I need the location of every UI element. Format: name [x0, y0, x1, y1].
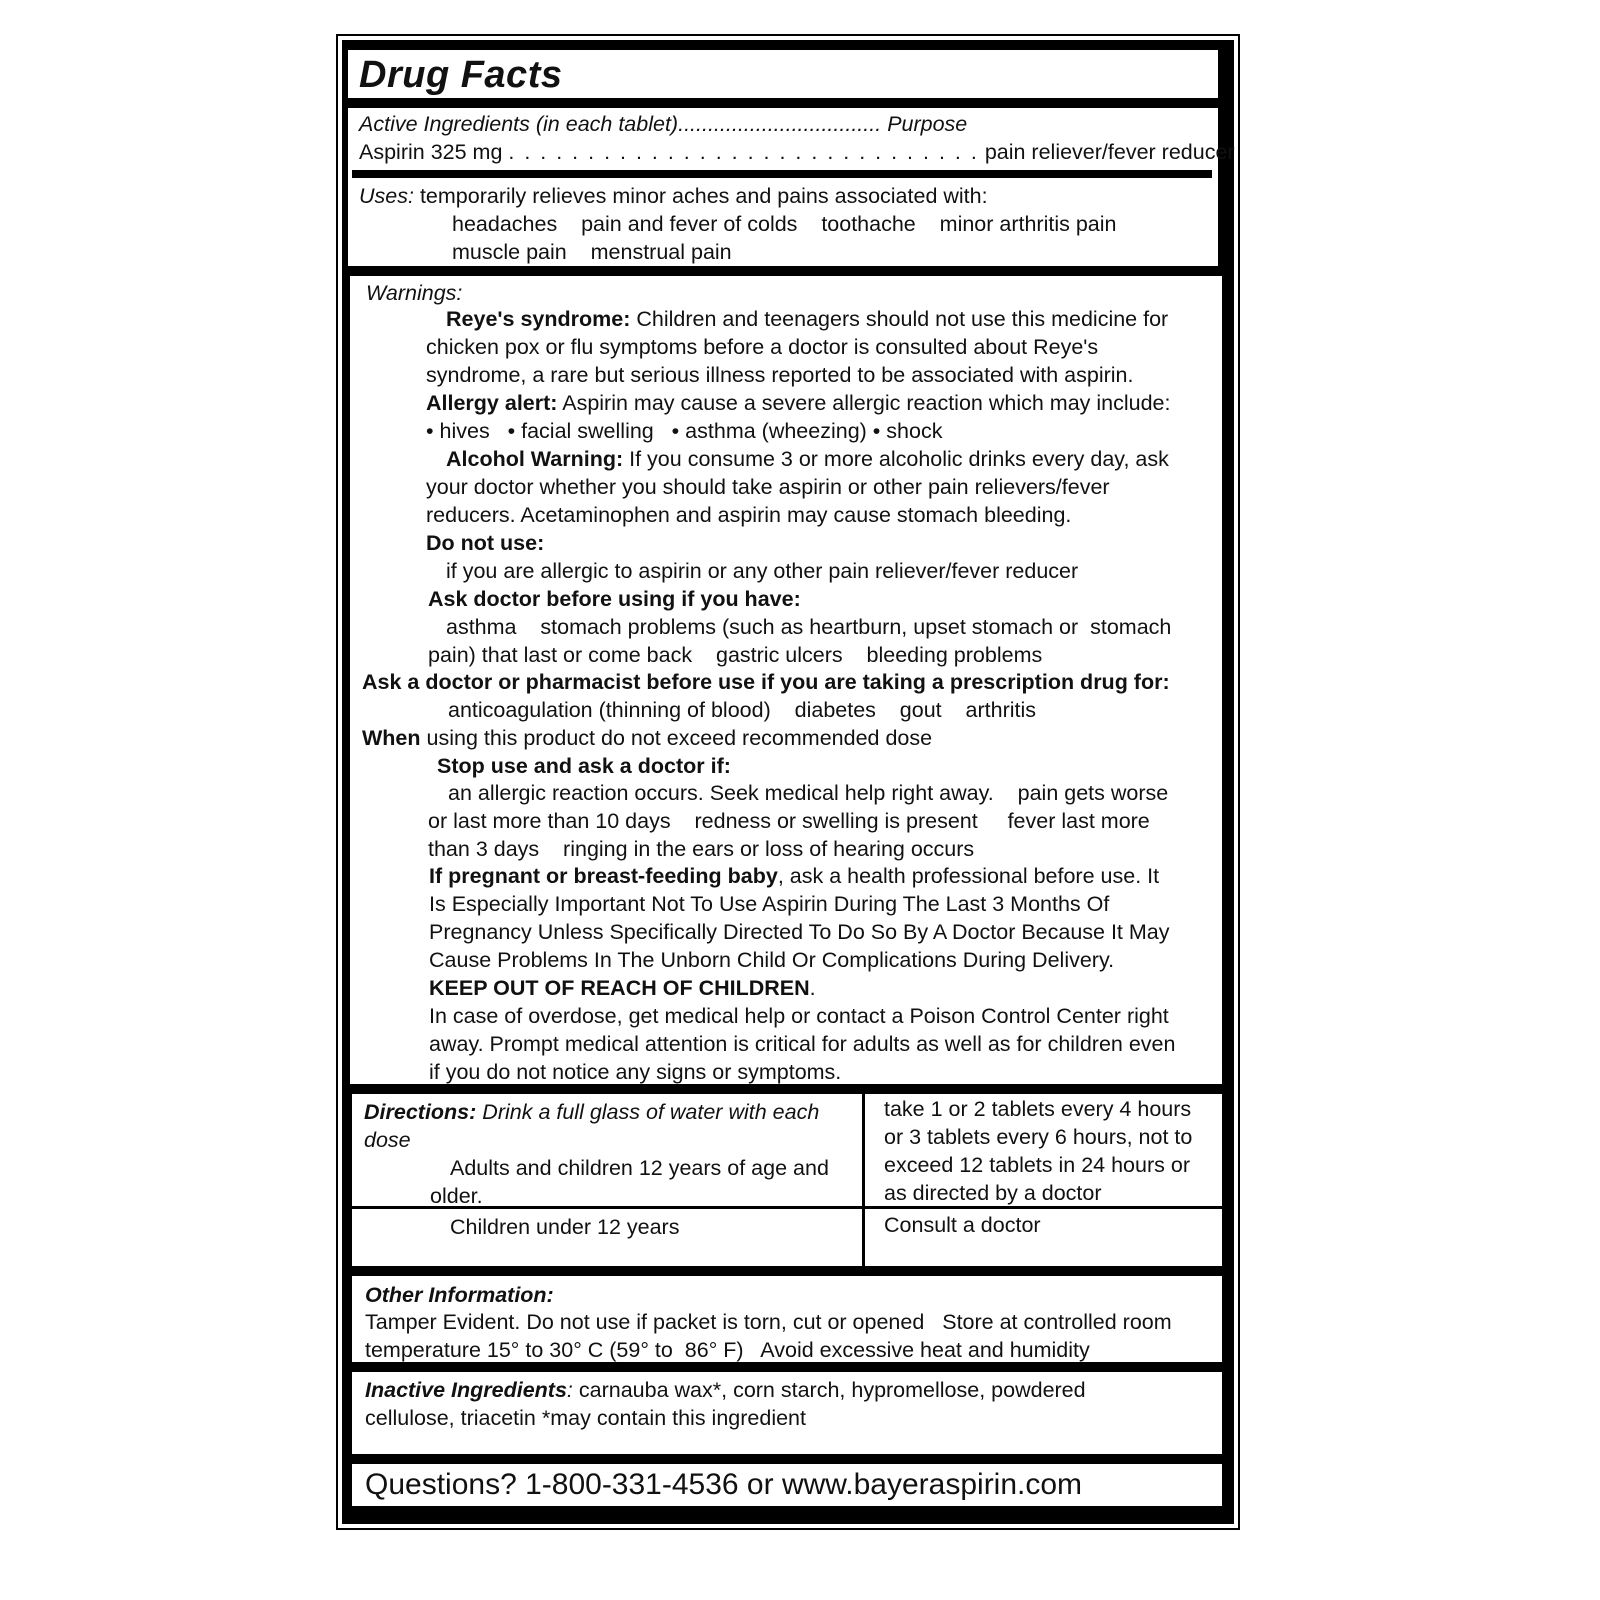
overdose-line-3: if you do not notice any signs or symptoms. [429, 1060, 842, 1084]
uses-intro [359, 182, 988, 210]
adults-dose-line-1: take 1 or 2 tablets every 4 hours [884, 1097, 1192, 1121]
keep-out-period: . [809, 976, 816, 1000]
ask-doctor-line-2: pain) that last or come back gastric ulcers bleeding problems [428, 643, 1043, 667]
active-header-dots: .................................. [678, 112, 882, 136]
ask-doctor-label: Ask doctor before using if you have: [428, 587, 801, 611]
reye-label: Reye's syndrome: [446, 307, 631, 331]
alcohol-line-3: reducers. Acetaminophen and aspirin may cause stomach bleeding. [426, 503, 1072, 527]
uses-line-1: headaches pain and fever of colds toothache minor arthritis pain [452, 212, 1117, 236]
other-information-label: Other Information: [365, 1283, 554, 1307]
page-title: Drug Facts [359, 54, 563, 96]
ingredient-purpose: pain reliever/fever reducer [984, 140, 1235, 164]
do-not-use-line-1: if you are allergic to aspirin or any other pain reliever/fever reducer [446, 559, 1079, 583]
allergy-line-2: • hives • facial swelling • asthma (wheezing) • shock [426, 419, 943, 443]
overdose-line-2: away. Prompt medical attention is critical for adults as well as for children even [429, 1032, 1176, 1056]
ingredient-name: Aspirin 325 mg [359, 140, 503, 164]
keep-out-line [429, 974, 816, 1002]
alcohol-text-1: If you consume 3 or more alcoholic drinks every day, ask [629, 447, 1169, 471]
reye-line-3: syndrome, a rare but serious illness reported to be associated with aspirin. [426, 363, 1134, 387]
ask-pharmacist-line-1: anticoagulation (thinning of blood) diabetes gout arthritis [448, 698, 1037, 722]
inactive-ingredients-colon: : [566, 1378, 573, 1402]
do-not-use-label: Do not use: [426, 531, 545, 555]
active-header-label: Active Ingredients (in each tablet) [359, 112, 679, 136]
pregnancy-line-2: Is Especially Important Not To Use Aspirin During The Last 3 Months Of [429, 892, 1110, 916]
uses-label: Uses: [359, 184, 414, 208]
active-ingredients-header [359, 110, 967, 138]
directions-adults-line-1: Adults and children 12 years of age and [450, 1156, 829, 1180]
reye-line-2: chicken pox or flu symptoms before a doctor is consulted about Reye's [426, 335, 1099, 359]
uses-intro-text: temporarily relieves minor aches and pains associated with: [419, 184, 988, 208]
stop-use-label: Stop use and ask a doctor if: [437, 754, 731, 778]
when-text: using this product do not exceed recommended dose [426, 726, 933, 750]
directions-children: Children under 12 years [450, 1215, 680, 1239]
inactive-ingredients-text-1: carnauba wax*, corn starch, hypromellose, powdered [578, 1378, 1086, 1402]
alcohol-line-1 [446, 445, 1169, 473]
other-information-line-1: Tamper Evident. Do not use if packet is torn, cut or opened Store at controlled room [365, 1310, 1172, 1334]
directions-adults-line-2: older. [430, 1184, 483, 1208]
when-using-line [362, 724, 932, 752]
stop-use-line-2: or last more than 10 days redness or swelling is present fever last more [428, 809, 1150, 833]
directions-column-divider [862, 1094, 865, 1266]
reye-line-1 [446, 305, 1168, 333]
pregnancy-text-1: , ask a health professional before use. It [777, 864, 1160, 888]
adults-dose-line-3: exceed 12 tablets in 24 hours or [884, 1153, 1190, 1177]
pregnancy-label: If pregnant or breast-feeding baby [429, 864, 778, 888]
reye-text-1: Children and teenagers should not use this medicine for [636, 307, 1169, 331]
allergy-label: Allergy alert: [426, 391, 558, 415]
questions-line: Questions? 1-800-331-4536 or www.bayeraspirin.com [365, 1468, 1083, 1501]
inactive-ingredients-label: Inactive Ingredients [365, 1378, 567, 1402]
children-dose: Consult a doctor [884, 1213, 1041, 1237]
other-information-line-2: temperature 15° to 30° C (59° to 86° F) Avoid excessive heat and humidity [365, 1338, 1090, 1362]
directions-label: Directions: [364, 1100, 477, 1124]
inactive-ingredients-line-1 [365, 1376, 1086, 1404]
active-ingredient-row [359, 138, 1235, 166]
inactive-ingredients-line-2: cellulose, triacetin *may contain this ingredient [365, 1406, 806, 1430]
allergy-line-1 [426, 389, 1170, 417]
directions-intro-line-2: dose [364, 1128, 411, 1152]
allergy-text-1: Aspirin may cause a severe allergic reaction which may include: [562, 391, 1171, 415]
uses-line-2: muscle pain menstrual pain [452, 240, 732, 264]
stop-use-line-1: an allergic reaction occurs. Seek medical help right away. pain gets worse [448, 781, 1169, 805]
adults-dose-line-4: as directed by a doctor [884, 1181, 1102, 1205]
alcohol-line-2: your doctor whether you should take aspirin or other pain relievers/fever [426, 475, 1110, 499]
keep-out-label: KEEP OUT OF REACH OF CHILDREN [429, 976, 810, 1000]
pregnancy-line-3: Pregnancy Unless Specifically Directed To Do So By A Doctor Because It May [429, 920, 1170, 944]
directions-intro-1: Drink a full glass of water with each [482, 1100, 820, 1124]
active-ingredients-rule [352, 170, 1212, 178]
pregnancy-line-4: Cause Problems In The Unborn Child Or Complications During Delivery. [429, 948, 1115, 972]
warnings-label: Warnings: [366, 281, 463, 305]
adults-dose-line-2: or 3 tablets every 6 hours, not to [884, 1125, 1193, 1149]
ingredient-dots: . . . . . . . . . . . . . . . . . . . . . . . . . . . . . . [508, 140, 979, 164]
purpose-header: Purpose [887, 112, 968, 136]
overdose-line-1: In case of overdose, get medical help or contact a Poison Control Center right [429, 1004, 1169, 1028]
stop-use-line-3: than 3 days ringing in the ears or loss of hearing occurs [428, 837, 975, 861]
directions-intro-line-1 [364, 1098, 819, 1126]
pregnancy-line-1 [429, 862, 1159, 890]
alcohol-label: Alcohol Warning: [446, 447, 624, 471]
ask-pharmacist-label: Ask a doctor or pharmacist before use if you are taking a prescription drug for: [362, 670, 1170, 694]
when-label: When [362, 726, 421, 750]
ask-doctor-line-1: asthma stomach problems (such as heartburn, upset stomach or stomach [446, 615, 1172, 639]
